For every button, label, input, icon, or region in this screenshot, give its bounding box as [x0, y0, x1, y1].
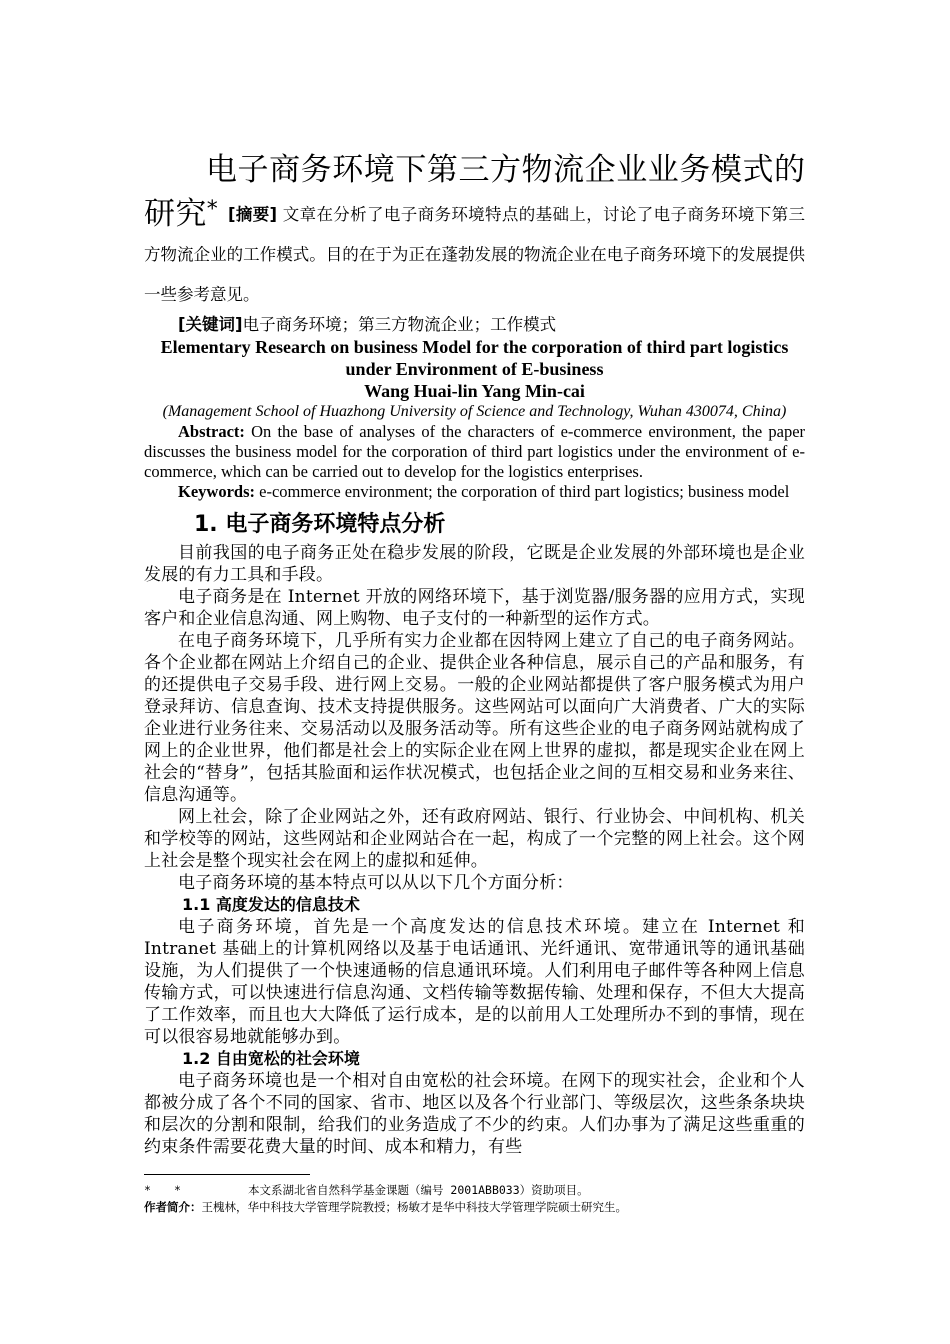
- footnote-mark: *: [144, 1183, 151, 1197]
- footnote-divider: [144, 1174, 310, 1175]
- section1-paragraph: 电子商务环境的基本特点可以从以下几个方面分析：: [178, 873, 574, 893]
- english-title-line1: Elementary Research on business Model for the corporation of third part logistics: [160, 337, 789, 357]
- abstract-cn-inline: [144, 205, 805, 304]
- abstract-cn-text: 文章在分析了电子商务环境特点的基础上，讨论了电子商务环境下第三方物流企业的工作模式。目的在于为正在蓬勃发展的物流企业在电子商务环境下的发展提供一些参考意见。: [144, 205, 805, 304]
- section1-1-heading: 1.1 高度发达的信息技术: [182, 895, 360, 914]
- section1-paragraph: 网上社会，除了企业网站之外，还有政府网站、银行、行业协会、中间机构、机关和学校等的网站，这些网站和企业网站合在一起，构成了一个完整的网上社会。这个网上社会是整个现实社会在网上的虚拟和延伸。: [144, 807, 805, 871]
- section1-2-paragraph: 电子商务环境也是一个相对自由宽松的社会环境。在网下的现实社会，企业和个人都被分成了各个不同的国家、省市、地区以及各个行业部门、等级层次，这些条条块块和层次的分割和限制，给我们的业务造成了不少的约束。人们办事为了满足这些重重的约束条件需要花费大量的时间、成本和精力，有些: [144, 1071, 805, 1157]
- english-keywords: [144, 482, 805, 502]
- keywords-cn-label: [关键词]: [178, 315, 243, 334]
- abstract-cn-label: [摘要]: [227, 205, 278, 224]
- footnote-mark: *: [174, 1183, 181, 1197]
- english-keywords-text: e-commerce environment; the corporation of third part logistics; business model: [259, 482, 790, 501]
- english-abstract-text: On the base of analyses of the characters of e-commerce environment, the paper discusses the business model for the corporation of third part logistics under the environment of e-commerce, which can be carried out to develop for the logistics enterprises.: [144, 422, 806, 481]
- english-abstract: [144, 422, 805, 482]
- section1-2-heading: 1.2 自由宽松的社会环境: [182, 1049, 360, 1068]
- section1-heading: 1. 电子商务环境特点分析: [194, 512, 446, 537]
- section1-paragraph: 在电子商务环境下，几乎所有实力企业都在因特网上建立了自己的电子商务网站。各个企业都在网站上介绍自己的企业、提供企业各种信息，展示自己的产品和服务，有的还提供电子交易手段、进行网上交易。一般的企业网站都提供了客户服务模式为用户登录拜访、信息查询、技术支持提供服务。这些网站可以面向广大消费者、广大的实际企业进行业务往来、交易活动以及服务活动等。所有这些企业的电子商务网站就构成了网上的企业世界，他们都是社会上的实际企业在网上世界的虚拟，都是现实企业在网上社会的“替身”，包括其脸面和运作状况模式，也包括企业之间的互相交易和业务来往、信息沟通等。: [144, 631, 805, 805]
- section1-1-paragraph: 电子商务环境，首先是一个高度发达的信息技术环境。建立在 Internet 和 Intranet 基础上的计算机网络以及基于电话通讯、光纤通讯、宽带通讯等的通讯基础设施，为人们提供了一个快速通畅的信息通讯环境。人们利用电子邮件等各种网上信息传输方式，可以快速进行信息沟通、文档传输等数据传输、处理和保存，不但大大提高了工作效率，而且也大大降低了运行成本，是的以前用人工处理所办不到的事情，现在可以很容易地就能够办到。: [144, 917, 805, 1047]
- keywords-cn-text: 电子商务环境；第三方物流企业；工作模式: [242, 315, 557, 334]
- paper-body: [144, 150, 805, 1158]
- english-authors: Wang Huai-lin Yang Min-cai: [364, 381, 585, 401]
- english-keywords-label: Keywords:: [178, 482, 255, 501]
- title-text: 电子商务环境下第三方物流企业业务模式的研究: [144, 152, 805, 232]
- section1-paragraph: 电子商务是在 Internet 开放的网络环境下，基于浏览器/服务器的应用方式，实现客户和企业信息沟通、网上购物、电子支付的一种新型的运作方式。: [144, 587, 805, 629]
- footnote-fund-text: 本文系湖北省自然科学基金课题（编号 2001ABB033）资助项目。: [248, 1183, 589, 1197]
- paper-title: [144, 150, 805, 314]
- section1-paragraph: 目前我国的电子商务正处在稳步发展的阶段，它既是企业发展的外部环境也是企业发展的有力工具和手段。: [144, 543, 805, 585]
- english-title-line2: under Environment of E-business: [345, 359, 604, 379]
- footnote-authors: [144, 1198, 627, 1216]
- footnote-fund: [144, 1181, 589, 1199]
- english-abstract-label: Abstract:: [178, 422, 245, 441]
- english-affiliation: (Management School of Huazhong University of Science and Technology, Wuhan 430074, China): [162, 403, 787, 420]
- title-footnote-mark: *: [206, 197, 218, 222]
- footnote-author-text: 王槐林，华中科技大学管理学院教授；杨敏才是华中科技大学管理学院硕士研究生。: [201, 1200, 627, 1214]
- keywords-cn: [144, 314, 805, 336]
- footnote-author-label: 作者简介：: [144, 1200, 202, 1214]
